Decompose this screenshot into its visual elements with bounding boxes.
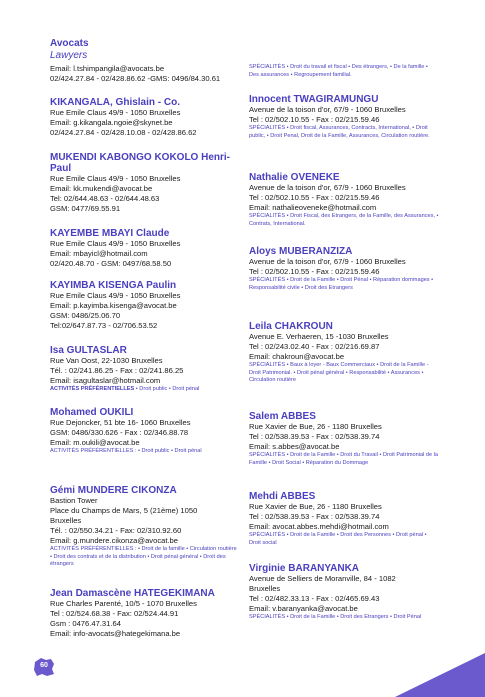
entry-line: Email: mbayicl@hotmail.com	[50, 249, 148, 258]
specialties-text: • Droit de la Famille • Droit Pénal • Réparation dommages • Responsabilité civile • Droit des Etrangers	[249, 277, 434, 291]
lawyer-entry	[249, 172, 439, 228]
section-subtitle: Lawyers	[50, 50, 88, 61]
specialties	[249, 452, 439, 467]
entry-line: Email: isagultaslar@hotmail.com	[50, 376, 161, 385]
lawyer-entry	[249, 94, 439, 140]
entry-line: Tél. : 02/241.86.25 - Fax : 02/241.86.25	[50, 366, 184, 375]
specialties-text: • Baux à loyer - Baux Commerciaux • Droit de la Famille - Droit Patrimonial. • Droit pénal général • Responsabilité • Assurances • Circulation routière	[249, 362, 429, 384]
entry-line: Tel : 02/502.10.55 - Fax : 02/215.59.46	[249, 193, 380, 202]
entry-line: Email: kk.mukendi@avocat.be	[50, 184, 153, 193]
lawyer-name: Mohamed OUKILI	[50, 407, 134, 418]
lawyer-name: KAYEMBE MBAYI Claude	[50, 228, 170, 239]
entry-line: Tel : 02/538.39.53 - Fax : 02/538.39.74	[249, 512, 380, 521]
lawyer-name: Aloys MUBERANZIZA	[249, 246, 353, 257]
entry-line: 02/424.27.84 - 02/428.86.62 -GMS: 0496/84.30.61	[50, 74, 221, 83]
entry-line: Rue Dejoncker, 51 bte 16- 1060 Bruxelles	[50, 418, 191, 427]
lawyer-name: Salem ABBES	[249, 411, 316, 422]
entry-line: Rue Van Oost, 22-1030 Bruxelles	[50, 356, 163, 365]
entry-line: Rue Emile Claus 49/9 - 1050 Bruxelles	[50, 239, 181, 248]
lawyer-entry	[249, 246, 439, 292]
entry-line: Email: info-avocats@hategekimana.be	[50, 629, 181, 638]
lawyer-entry	[50, 345, 240, 394]
lawyer-name: Virginie BARANYANKA	[249, 563, 360, 574]
lawyer-entry	[50, 64, 240, 84]
entry-line: Bastion Tower	[50, 496, 98, 505]
entry-line: Email: g.kikangala.ngoie@skynet.be	[50, 118, 173, 127]
lawyer-entry	[50, 228, 240, 269]
entry-line: Tel:02/647.87.73 - 02/706.53.52	[50, 321, 158, 330]
specialties	[249, 213, 439, 228]
entry-line: Tel : 02/502.10.55 - Fax : 02/215.59.46	[249, 267, 380, 276]
lawyer-name: Leila CHAKROUN	[249, 321, 333, 332]
entry-line: Tel : 02/482.33.13 - Fax : 02/465.69.43	[249, 594, 380, 603]
specialties	[249, 64, 439, 79]
lawyer-entry	[249, 321, 439, 385]
entry-line: Tel: 02/644.48.63 - 02/644.48.63	[50, 194, 160, 203]
entry-line: GSM: 0486/330.626 - Fax : 02/346.88.78	[50, 428, 189, 437]
specialties	[50, 386, 240, 394]
specialties-label: SPÉCIALITÉS	[249, 277, 286, 283]
entry-line: GSM: 0486/25.06.70	[50, 311, 121, 320]
specialties-text: • Droit de la Famille • Droit des Etrangers • Droit Pénal	[285, 614, 422, 620]
entry-line: Rue Xavier de Bue, 26 - 1180 Bruxelles	[249, 502, 382, 511]
lawyer-name: KIKANGALA, Ghislain - Co.	[50, 97, 180, 108]
entry-line: Avenue E. Verhaeren, 15 -1030 Bruxelles	[249, 332, 389, 341]
entry-line: Tel : 02/538.39.53 - Fax : 02/538.39.74	[249, 432, 380, 441]
entry-line: Gsm : 0476.47.31.64	[50, 619, 121, 628]
lawyer-name: Mehdi ABBES	[249, 491, 316, 502]
specialties-text: • Droit public • Droit pénal	[134, 386, 200, 392]
entry-line: Email: m.oukili@avocat.be	[50, 438, 140, 447]
lawyer-name: Innocent TWAGIRAMUNGU	[249, 94, 379, 105]
entry-line: 02/420.48.70 - GSM: 0497/68.58.50	[50, 259, 172, 268]
specialties-label: SPÉCIALITÉS	[249, 452, 286, 458]
lawyer-entry	[249, 411, 439, 467]
corner-decoration	[395, 653, 485, 697]
lawyer-name: MUKENDI KABONGO KOKOLO Henri-Paul	[50, 152, 230, 174]
entry-line: Email: s.abbes@avocat.be	[249, 442, 340, 451]
specialties	[50, 546, 240, 569]
specialties-label: SPÉCIALITÉS	[249, 532, 286, 538]
lawyer-name: Isa GULTASLAR	[50, 345, 127, 356]
entry-line: Rue Emile Claus 49/9 - 1050 Bruxelles	[50, 174, 181, 183]
specialties	[249, 125, 439, 140]
entry-line: Tel : 02/524.68.38 - Fax: 02/524.44.91	[50, 609, 179, 618]
entry-line: Avenue de la toison d'or, 67/9 - 1060 Bruxelles	[249, 105, 406, 114]
specialties-text: • Droit Fiscal, des Etrangers, de la Famille, des Assurances, • Contrats, International.	[249, 213, 439, 227]
lawyer-entry	[249, 491, 439, 547]
specialties-label: ACTIVITÉS PRÉFÉRENTIELLES :	[50, 448, 137, 454]
lawyer-entry	[249, 64, 439, 79]
entry-line: Tel : 02/243.02.40 - Fax : 02/216.69.87	[249, 342, 380, 351]
entry-line: Email: avocat.abbes.mehdi@hotmail.com	[249, 522, 389, 531]
lawyer-entry	[50, 152, 240, 214]
specialties-label: SPÉCIALITÉS	[249, 64, 286, 70]
lawyer-name: Nathalie OVENEKE	[249, 172, 340, 183]
specialties-text: • Droit du travail et fiscal • Des étrangers, • De la famille • Des assurances • Regroupement familial.	[249, 64, 428, 78]
specialties-text: • Droit de la Famille • Droit des Personnes • Droit pénal • Droit social	[249, 532, 427, 546]
specialties-label: SPÉCIALITÉS	[249, 125, 286, 131]
specialties-label: SPÉCIALITÉS	[249, 213, 286, 219]
entry-line: Avenue de la toison d'or, 67/9 - 1060 Bruxelles	[249, 183, 406, 192]
specialties-label: ACTIVITÉS PRÉFÉRENTIELLES	[50, 386, 135, 392]
specialties-label: ACTIVITÉS PRÉFÉRENTIELLES	[50, 546, 134, 552]
specialties-label: SPÉCIALITÉS	[249, 614, 286, 620]
entry-line: Avenue de la toison d'or, 67/9 - 1060 Bruxelles	[249, 257, 406, 266]
lawyer-entry	[249, 563, 439, 622]
entry-line: Email: g.mundere.cikonza@avocat.be	[50, 536, 179, 545]
specialties	[249, 532, 439, 547]
entry-line: Email: l.tshimpangila@avocats.be	[50, 64, 165, 73]
specialties	[249, 362, 439, 385]
entry-line: Rue Emile Claus 49/9 - 1050 Bruxelles	[50, 108, 181, 117]
lawyer-entry	[50, 588, 240, 639]
lawyer-entry	[50, 485, 240, 569]
page-number-badge	[32, 656, 56, 678]
specialties	[249, 277, 439, 292]
section-title: Avocats	[50, 38, 89, 49]
entry-line: Bruxelles	[249, 584, 281, 593]
entry-line: Email: nathalieoveneke@hotmail.com	[249, 203, 377, 212]
page-number: 60	[40, 662, 48, 669]
entry-line: Place du Champs de Mars, 5 (21ème) 1050	[50, 506, 198, 515]
specialties-text: • Droit public • Droit pénal	[136, 448, 202, 454]
lawyer-name: KAYIMBA KISENGA Paulin	[50, 280, 177, 291]
specialties-label: SPÉCIALITÉS	[249, 362, 286, 368]
entry-line: Tel : 02/502.10.55 - Fax : 02/215.59.46	[249, 115, 380, 124]
entry-line: 02/424.27.84 - 02/428.10.08 - 02/428.86.62	[50, 128, 197, 137]
lawyer-entry	[50, 97, 240, 138]
entry-line: GSM: 0477/69.55.91	[50, 204, 121, 213]
lawyer-entry	[50, 407, 240, 456]
section-header	[50, 38, 89, 62]
entry-line: Email: p.kayimba.kisenga@avocat.be	[50, 301, 177, 310]
lawyer-entry	[50, 280, 240, 331]
entry-line: Tél. : 02/550.34.21 - Fax: 02/310.92.60	[50, 526, 182, 535]
specialties-text: • Droit fiscal, Assurances, Contracts, International, • Droit public, • Droit Penal, Droit de la Famille, Assurances, Circulation routière.	[249, 125, 430, 139]
lawyer-name: Gémi MUNDERE CIKONZA	[50, 485, 177, 496]
entry-line: Rue Xavier de Bue, 26 - 1180 Bruxelles	[249, 422, 382, 431]
entry-line: Bruxelles	[50, 516, 82, 525]
entry-line: Rue Charles Parenté, 10/5 - 1070 Bruxelles	[50, 599, 197, 608]
specialties	[249, 614, 439, 622]
entry-line: Email: v.baranyanka@avocat.be	[249, 604, 358, 613]
specialties-text: • Droit de la Famille • Droit du Travail • Droit Patrimonial de la Famille • Droit Social • Réparation du Dommage	[249, 452, 438, 466]
entry-line: Rue Emile Claus 49/9 - 1050 Bruxelles	[50, 291, 181, 300]
lawyer-name: Jean Damascène HATEGEKIMANA	[50, 588, 215, 599]
specialties-text: : • Droit de la famille • Circulation routière • Droit des contrats et de la distribution • Droit pénal général • Droit des étrangers	[50, 546, 237, 568]
entry-line: Email: chakroun@avocat.be	[249, 352, 345, 361]
entry-line: Avenue de Selliers de Moranville, 84 - 1082	[249, 574, 396, 583]
specialties	[50, 448, 240, 456]
